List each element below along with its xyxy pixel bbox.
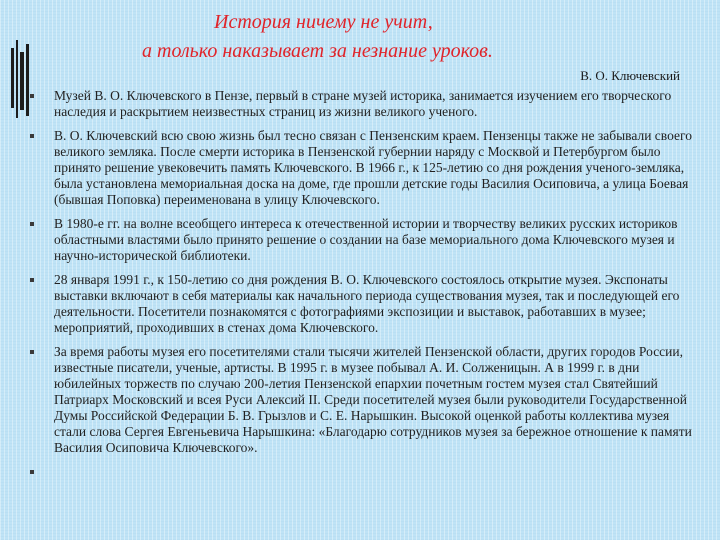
bullet-icon [30,94,34,98]
bullet-icon [30,350,34,354]
bullet-icon [30,134,34,138]
decorative-bar [20,52,24,110]
paragraph-text: За время работы музея его посетителями стали тысячи жителей Пензенской области, других городов России, известные писатели, ученые, артисты. В 1995 г. в музее побывал А. И. Солженицын. А в 1999 г. в дни юбилейных торжеств по случаю 200-летия Пензенской епархии почетным гостем музея стал Святейший Патриарх Московский и всея Руси Алексий II. Среди посетителей музея были руководители Государственной Думы Российской Федерации Б. В. Грызлов и С. Е. Нарышкин. Высокой оценкой работы коллектива музея стали слова Сергея Евгеньевича Нарышкина: «Благодарю сотрудников музея за бережное отношение к памяти Василия Осиповича Ключевского». [54,344,692,455]
decorative-side-bars [0,0,30,540]
decorative-bar [11,48,14,108]
paragraph-museum-opening [30,272,694,336]
paragraph-text: В 1980-е гг. на волне всеобщего интереса к отечественной истории и творчеству великих русских историков областными властями было принято решение о создании на базе мемориального дома Ключевского музея и научно-исторической библиотеки. [54,216,678,263]
main-text [30,88,694,488]
paragraph-1980s-decision [30,216,694,264]
empty-bullet-item [30,464,694,480]
paragraph-text: 28 января 1991 г., к 150-летию со дня рождения В. О. Ключевского состоялось открытие музея. Экспонаты выставки включают в себя материалы как начального периода существования музея, так и последующей его деятельности. Посетители познакомятся с фотографиями экспозиции и выставок, работавших в музее; мероприятий, проходивших в стенах дома Ключевского. [54,272,680,335]
paragraph-museum-intro [30,88,694,120]
paragraph-visitors [30,344,694,456]
decorative-bar [26,44,29,116]
bullet-icon [30,278,34,282]
epigraph-author: В. О. Ключевский [580,68,680,83]
bullet-icon [30,470,34,474]
epigraph-line-1: История ничему не учит, [214,11,433,33]
paragraph-penza-connection [30,128,694,208]
paragraph-text: Музей В. О. Ключевского в Пензе, первый в стране музей историка, занимается изучением его творческого наследия и раскрытием неизвестных страниц из жизни великого ученого. [54,88,672,119]
paragraph-text: В. О. Ключевский всю свою жизнь был тесно связан с Пензенским краем. Пензенцы также не забывали своего великого земляка. После смерти историка в Пензенской губернии наряду с Москвой и Петербургом было принято решение увековечить память Ключевского. В 1966 г., к 125-летию со дня рождения ученого-земляка, была установлена мемориальная доска на доме, где прошли детские годы Василия Осиповича, а улица Боевая (бывшая Поповка) переименована в улицу Ключевского. [54,128,692,207]
decorative-bar [16,40,18,118]
bullet-icon [30,222,34,226]
epigraph-line-2: а только наказывает за незнание уроков. [142,40,493,62]
